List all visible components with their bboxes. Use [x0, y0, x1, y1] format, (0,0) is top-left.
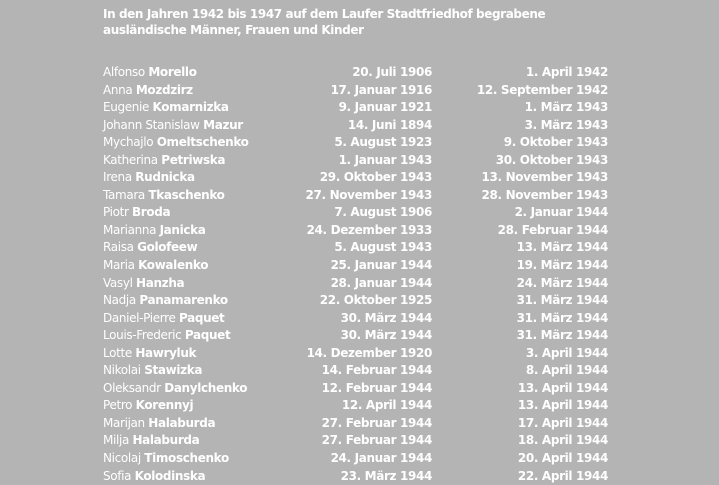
last-name: Golofeew	[137, 240, 198, 255]
first-name: Marijan	[103, 415, 145, 430]
person-name	[103, 415, 215, 433]
first-name: Tamara	[103, 187, 145, 202]
death-date: 28. November 1943	[481, 187, 608, 202]
last-name: Kowalenko	[138, 258, 209, 273]
death-date: 19. März 1944	[516, 258, 608, 273]
death-date: 17. April 1944	[517, 415, 608, 430]
person-name	[103, 169, 195, 187]
person-name	[103, 432, 199, 450]
list-item	[103, 275, 608, 293]
death-date: 31. März 1944	[516, 310, 608, 325]
list-item	[103, 415, 608, 433]
person-name	[103, 99, 229, 117]
person-name	[103, 450, 229, 468]
last-name: Janicka	[159, 222, 206, 237]
first-name: Eugenie	[103, 100, 150, 115]
first-name: Sofia	[103, 468, 132, 483]
burial-list	[103, 64, 608, 485]
last-name: Rudnicka	[135, 170, 195, 185]
list-item	[103, 64, 608, 82]
list-item	[103, 327, 608, 345]
last-name: Kolodinska	[134, 468, 206, 483]
death-date: 1. April 1942	[525, 65, 608, 79]
death-date: 30. Oktober 1943	[495, 152, 608, 167]
first-name: Maria	[103, 258, 135, 273]
death-date: 9. Oktober 1943	[503, 135, 608, 150]
death-date: 3. März 1943	[524, 117, 608, 132]
list-item	[103, 397, 608, 415]
death-date: 8. April 1944	[525, 363, 608, 378]
last-name: Mazur	[203, 117, 243, 132]
person-name	[103, 468, 205, 485]
list-item	[103, 380, 608, 398]
person-name	[103, 362, 202, 380]
first-name: Milja	[103, 433, 129, 448]
last-name: Halaburda	[132, 433, 200, 448]
death-date: 12. September 1942	[476, 82, 608, 97]
birth-date: 22. Oktober 1925	[319, 293, 432, 308]
person-name	[103, 292, 228, 310]
person-name	[103, 134, 249, 152]
last-name: Timoschenko	[144, 451, 229, 466]
first-name: Nadja	[103, 293, 136, 308]
first-name: Petro	[103, 398, 133, 413]
person-name	[103, 204, 170, 222]
list-item	[103, 169, 608, 187]
list-item	[103, 152, 608, 170]
birth-date: 30. März 1944	[340, 328, 432, 343]
person-name	[103, 82, 193, 100]
person-name	[103, 380, 247, 398]
last-name: Halaburda	[148, 415, 216, 430]
last-name: Paquet	[178, 310, 225, 325]
person-name	[103, 222, 206, 240]
last-name: Tkaschenko	[148, 187, 225, 202]
birth-date: 30. März 1944	[340, 310, 432, 325]
list-item	[103, 187, 608, 205]
list-item	[103, 292, 608, 310]
list-item	[103, 117, 608, 135]
birth-date: 27. Februar 1944	[321, 433, 432, 448]
birth-date: 14. Juni 1894	[347, 117, 432, 132]
first-name: Daniel-Pierre	[103, 310, 176, 325]
list-item	[103, 362, 608, 380]
death-date: 31. März 1944	[516, 328, 608, 343]
birth-date: 20. Juli 1906	[352, 65, 432, 79]
first-name: Katherina	[103, 152, 158, 167]
last-name: Petriwska	[161, 152, 226, 167]
death-date: 22. April 1944	[517, 468, 608, 483]
person-name	[103, 345, 196, 363]
first-name: Nicolaj	[103, 451, 141, 466]
first-name: Marianna	[103, 222, 157, 237]
death-date: 24. März 1944	[516, 275, 608, 290]
birth-date: 14. Februar 1944	[321, 363, 432, 378]
last-name: Korennyj	[135, 398, 194, 413]
death-date: 1. März 1943	[524, 100, 608, 115]
death-date: 20. April 1944	[517, 451, 608, 466]
birth-date: 5. August 1923	[334, 135, 432, 150]
death-date: 13. April 1944	[517, 398, 608, 413]
last-name: Mozdzirz	[135, 82, 193, 97]
list-item	[103, 239, 608, 257]
first-name: Piotr	[103, 205, 129, 220]
first-name: Johann Stanislaw	[103, 117, 200, 132]
first-name: Louis-Frederic	[103, 328, 182, 343]
death-date: 13. März 1944	[516, 240, 608, 255]
birth-date: 12. April 1944	[341, 398, 432, 413]
birth-date: 14. Dezember 1920	[306, 345, 432, 360]
list-item	[103, 450, 608, 468]
list-item	[103, 257, 608, 275]
birth-date: 5. August 1943	[334, 240, 432, 255]
birth-date: 1. Januar 1943	[338, 152, 432, 167]
first-name: Anna	[103, 82, 133, 97]
death-date: 13. November 1943	[481, 170, 608, 185]
birth-date: 24. Dezember 1933	[306, 222, 432, 237]
death-date: 13. April 1944	[517, 380, 608, 395]
birth-date: 28. Januar 1944	[330, 275, 432, 290]
birth-date: 25. Januar 1944	[330, 258, 432, 273]
list-item	[103, 310, 608, 328]
last-name: Danylchenko	[164, 380, 248, 395]
list-item	[103, 99, 608, 117]
person-name	[103, 275, 184, 293]
death-date: 2. Januar 1944	[514, 205, 608, 220]
first-name: Irena	[103, 170, 132, 185]
first-name: Raisa	[103, 240, 134, 255]
page-heading: In den Jahren 1942 bis 1947 auf dem Laufer Stadtfriedhof begrabene ausländische Männer, Frauen und Kinder	[103, 7, 546, 37]
birth-date: 24. Januar 1944	[330, 451, 432, 466]
first-name: Nikolai	[103, 363, 141, 378]
last-name: Hawryluk	[135, 345, 197, 360]
last-name: Omeltschenko	[156, 135, 249, 150]
person-name	[103, 64, 197, 82]
birth-date: 27. November 1943	[305, 187, 432, 202]
person-name	[103, 117, 243, 135]
death-date: 31. März 1944	[516, 293, 608, 308]
first-name: Alfonso	[103, 65, 145, 79]
list-item	[103, 204, 608, 222]
list-item	[103, 222, 608, 240]
list-item	[103, 432, 608, 450]
birth-date: 12. Februar 1944	[321, 380, 432, 395]
person-name	[103, 187, 225, 205]
person-name	[103, 257, 208, 275]
last-name: Broda	[132, 205, 171, 220]
birth-date: 23. März 1944	[340, 468, 432, 483]
last-name: Komarnizka	[152, 100, 229, 115]
person-name	[103, 327, 230, 345]
death-date: 28. Februar 1944	[497, 222, 608, 237]
birth-date: 9. Januar 1921	[338, 100, 432, 115]
first-name: Oleksandr	[103, 380, 161, 395]
last-name: Stawizka	[144, 363, 203, 378]
person-name	[103, 310, 224, 328]
list-item	[103, 82, 608, 100]
death-date: 18. April 1944	[517, 433, 608, 448]
first-name: Lotte	[103, 345, 132, 360]
first-name: Mychajlo	[103, 135, 154, 150]
list-item	[103, 468, 608, 485]
last-name: Hanzha	[136, 275, 185, 290]
death-date: 3. April 1944	[525, 345, 608, 360]
last-name: Morello	[148, 65, 197, 79]
person-name	[103, 397, 193, 415]
first-name: Vasyl	[103, 275, 133, 290]
list-item	[103, 345, 608, 363]
person-name	[103, 239, 197, 257]
birth-date: 17. Januar 1916	[330, 82, 432, 97]
last-name: Paquet	[184, 328, 231, 343]
birth-date: 7. August 1906	[334, 205, 432, 220]
birth-date: 27. Februar 1944	[321, 415, 432, 430]
birth-date: 29. Oktober 1943	[319, 170, 432, 185]
person-name	[103, 152, 225, 170]
list-item	[103, 134, 608, 152]
last-name: Panamarenko	[139, 293, 228, 308]
